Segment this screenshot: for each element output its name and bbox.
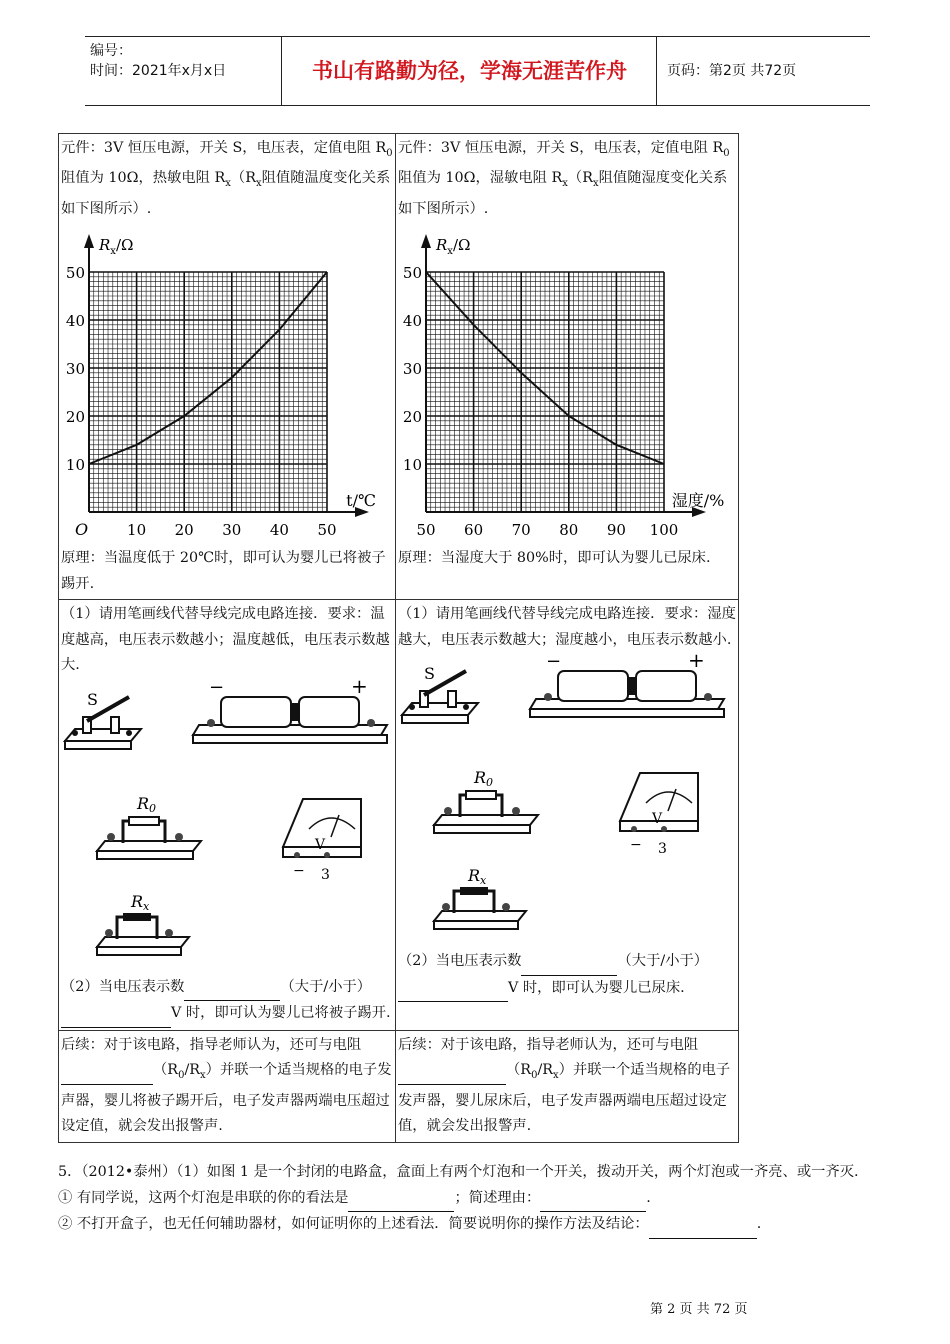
r0-label: R0	[137, 793, 157, 815]
question-1: （1）请用笔画线代替导线完成电路连接．要求：温度越高，电压表示数越小；温度越低，电压表示数越大.	[61, 606, 390, 674]
circuit-components	[398, 653, 731, 949]
table-row	[59, 600, 739, 1031]
intro-text: 元件：3V 恒压电源，开关 S，电压表，定值电阻 $R_0$阻值为 10Ω，湿敏电阻 $R_x(R_x$阻值随湿度变化关系如下图所示）.	[398, 140, 730, 217]
y-axis-label: $R_x/\Omega$	[436, 236, 471, 258]
rx-component	[434, 866, 526, 929]
question-5	[58, 1160, 888, 1239]
x-tick-label: 80	[559, 521, 579, 540]
x-tick-label: 50	[416, 521, 436, 540]
r0-component	[97, 794, 201, 859]
header-divider	[656, 37, 657, 105]
y-tick-label: 10	[65, 456, 85, 475]
y-tick-label: 10	[402, 456, 422, 475]
page-label: 页码：第2页 共72页	[667, 63, 797, 79]
left-followup-cell: 后续：对于该电路，指导老师认为，还可与电阻 $(R_0/R_x)$并联一个适当规格的电子发声器，婴儿将被子踢开后，电子发声器两端电压超过设定值，就会发出报警声.	[59, 1030, 396, 1142]
y-axis-label: $R_x/\Omega$	[99, 236, 134, 258]
origin-label: O	[75, 520, 89, 540]
table-row	[59, 134, 739, 600]
q5-line: ① 有同学说，这两个灯泡是串联的你的看法是 ；简述理由： .	[58, 1186, 888, 1213]
left-intro-cell	[59, 134, 396, 600]
switch-component	[65, 690, 141, 749]
rx-label: Rx	[131, 891, 150, 913]
volt-label: V	[652, 811, 663, 828]
principle-text: 原理：当温度低于 20℃时，即可认为婴儿已将被子踢开.	[61, 550, 386, 592]
q5-line: 5．（2012•泰州）（1）如图 1 是一个封闭的电路盒，盒面上有两个灯泡和一个开关，拨动开关，两个灯泡或一齐亮、或一齐灭.	[58, 1164, 859, 1180]
y-tick-label: 20	[402, 408, 422, 427]
answer-blank[interactable]	[61, 1058, 153, 1085]
x-tick-label: 30	[222, 521, 242, 540]
header-meta	[90, 41, 226, 81]
circuit-components	[61, 679, 394, 975]
x-tick-label: 40	[269, 521, 289, 540]
humidity-chart	[398, 226, 728, 546]
x-tick-label: 50	[317, 521, 337, 540]
answer-blank[interactable]	[521, 949, 617, 976]
x-axis-label: t/℃	[346, 491, 376, 511]
answer-blank[interactable]	[61, 1001, 171, 1028]
question-2: （2）当电压表示数 （大于/小于） V 时，即可认为婴儿已尿床.	[398, 949, 736, 1002]
volt-3: 3	[321, 866, 330, 883]
x-tick-label: 10	[127, 521, 147, 540]
left-q-cell	[59, 600, 396, 1031]
y-tick-label: 30	[402, 360, 422, 379]
question-1: （1）请用笔画线代替导线完成电路连接．要求：湿度越大，电压表示数越大；湿度越小，电压表示数越小.	[398, 606, 736, 648]
volt-3: 3	[658, 841, 667, 858]
header-divider	[281, 37, 282, 105]
thermistor-chart	[61, 226, 391, 546]
voltmeter-component	[283, 799, 361, 883]
volt-label: V	[315, 836, 326, 853]
table-row	[59, 1030, 739, 1142]
switch-component	[402, 664, 478, 723]
question-2: （2）当电压表示数 （大于/小于） V 时，即可认为婴儿已将被子踢开.	[61, 975, 393, 1028]
answer-blank[interactable]	[398, 1058, 506, 1085]
answer-blank[interactable]	[398, 976, 508, 1003]
time-label: 时间：2021年x月x日	[90, 63, 227, 79]
q5-line: ② 不打开盒子，也无任何辅助器材，如何证明你的上述看法．简要说明你的操作方法及结论： .	[58, 1212, 888, 1239]
page-footer: 第 2 页 共 72 页	[650, 1302, 748, 1317]
header-motto: 书山有路勤为径，学海无涯苦作舟	[312, 59, 627, 83]
y-tick-label: 50	[65, 264, 85, 283]
y-tick-label: 30	[65, 360, 85, 379]
right-intro-cell	[396, 134, 739, 600]
principle-text: 原理：当湿度大于 80%时，即可认为婴儿已尿床.	[398, 550, 711, 567]
battery-component	[193, 679, 387, 743]
x-tick-label: 70	[511, 521, 531, 540]
chart-grid	[426, 272, 664, 512]
r0-label: R0	[474, 768, 494, 790]
y-arrow	[421, 234, 431, 248]
switch-label: S	[87, 689, 98, 709]
right-followup-cell: 后续：对于该电路，指导老师认为，还可与电阻 $(R_0/R_x)$并联一个适当规格的电子发声器，婴儿尿床后，电子发声器两端电压超过设定值，就会发出报警声.	[396, 1030, 739, 1142]
y-tick-label: 40	[65, 312, 85, 331]
answer-blank[interactable]	[184, 975, 280, 1002]
answer-blank[interactable]	[348, 1186, 454, 1213]
intro-text: 元件：3V 恒压电源，开关 S，电压表，定值电阻 $R_0$阻值为 10Ω，热敏电阻 $R_x(R_x$阻值随温度变化关系如下图所示）.	[61, 140, 393, 217]
number-label: 编号：	[90, 43, 132, 59]
y-arrow	[84, 234, 94, 248]
voltmeter-component	[620, 773, 698, 857]
y-tick-label: 20	[65, 408, 85, 427]
problem-table	[58, 133, 739, 1143]
x-tick-label: 60	[464, 521, 484, 540]
minus-sign: −	[209, 678, 225, 698]
rx-component	[97, 892, 189, 955]
switch-label: S	[424, 664, 435, 684]
chart-grid	[89, 272, 327, 512]
plus-sign: +	[351, 678, 368, 698]
page-header	[85, 36, 870, 106]
volt-neg: −	[630, 837, 642, 854]
r0-component	[434, 768, 538, 833]
x-tick-label: 20	[174, 521, 194, 540]
plus-sign: +	[688, 653, 705, 673]
answer-blank[interactable]	[540, 1186, 646, 1213]
x-tick-label: 90	[606, 521, 626, 540]
x-tick-label: 100	[649, 521, 679, 540]
rx-label: Rx	[468, 866, 487, 888]
right-q-cell	[396, 600, 739, 1031]
x-axis-label: 湿度/%	[671, 491, 725, 511]
answer-blank[interactable]	[649, 1212, 757, 1239]
minus-sign: −	[546, 653, 562, 673]
battery-component	[530, 653, 724, 717]
volt-neg: −	[293, 862, 305, 879]
y-tick-label: 50	[402, 264, 422, 283]
y-tick-label: 40	[402, 312, 422, 331]
